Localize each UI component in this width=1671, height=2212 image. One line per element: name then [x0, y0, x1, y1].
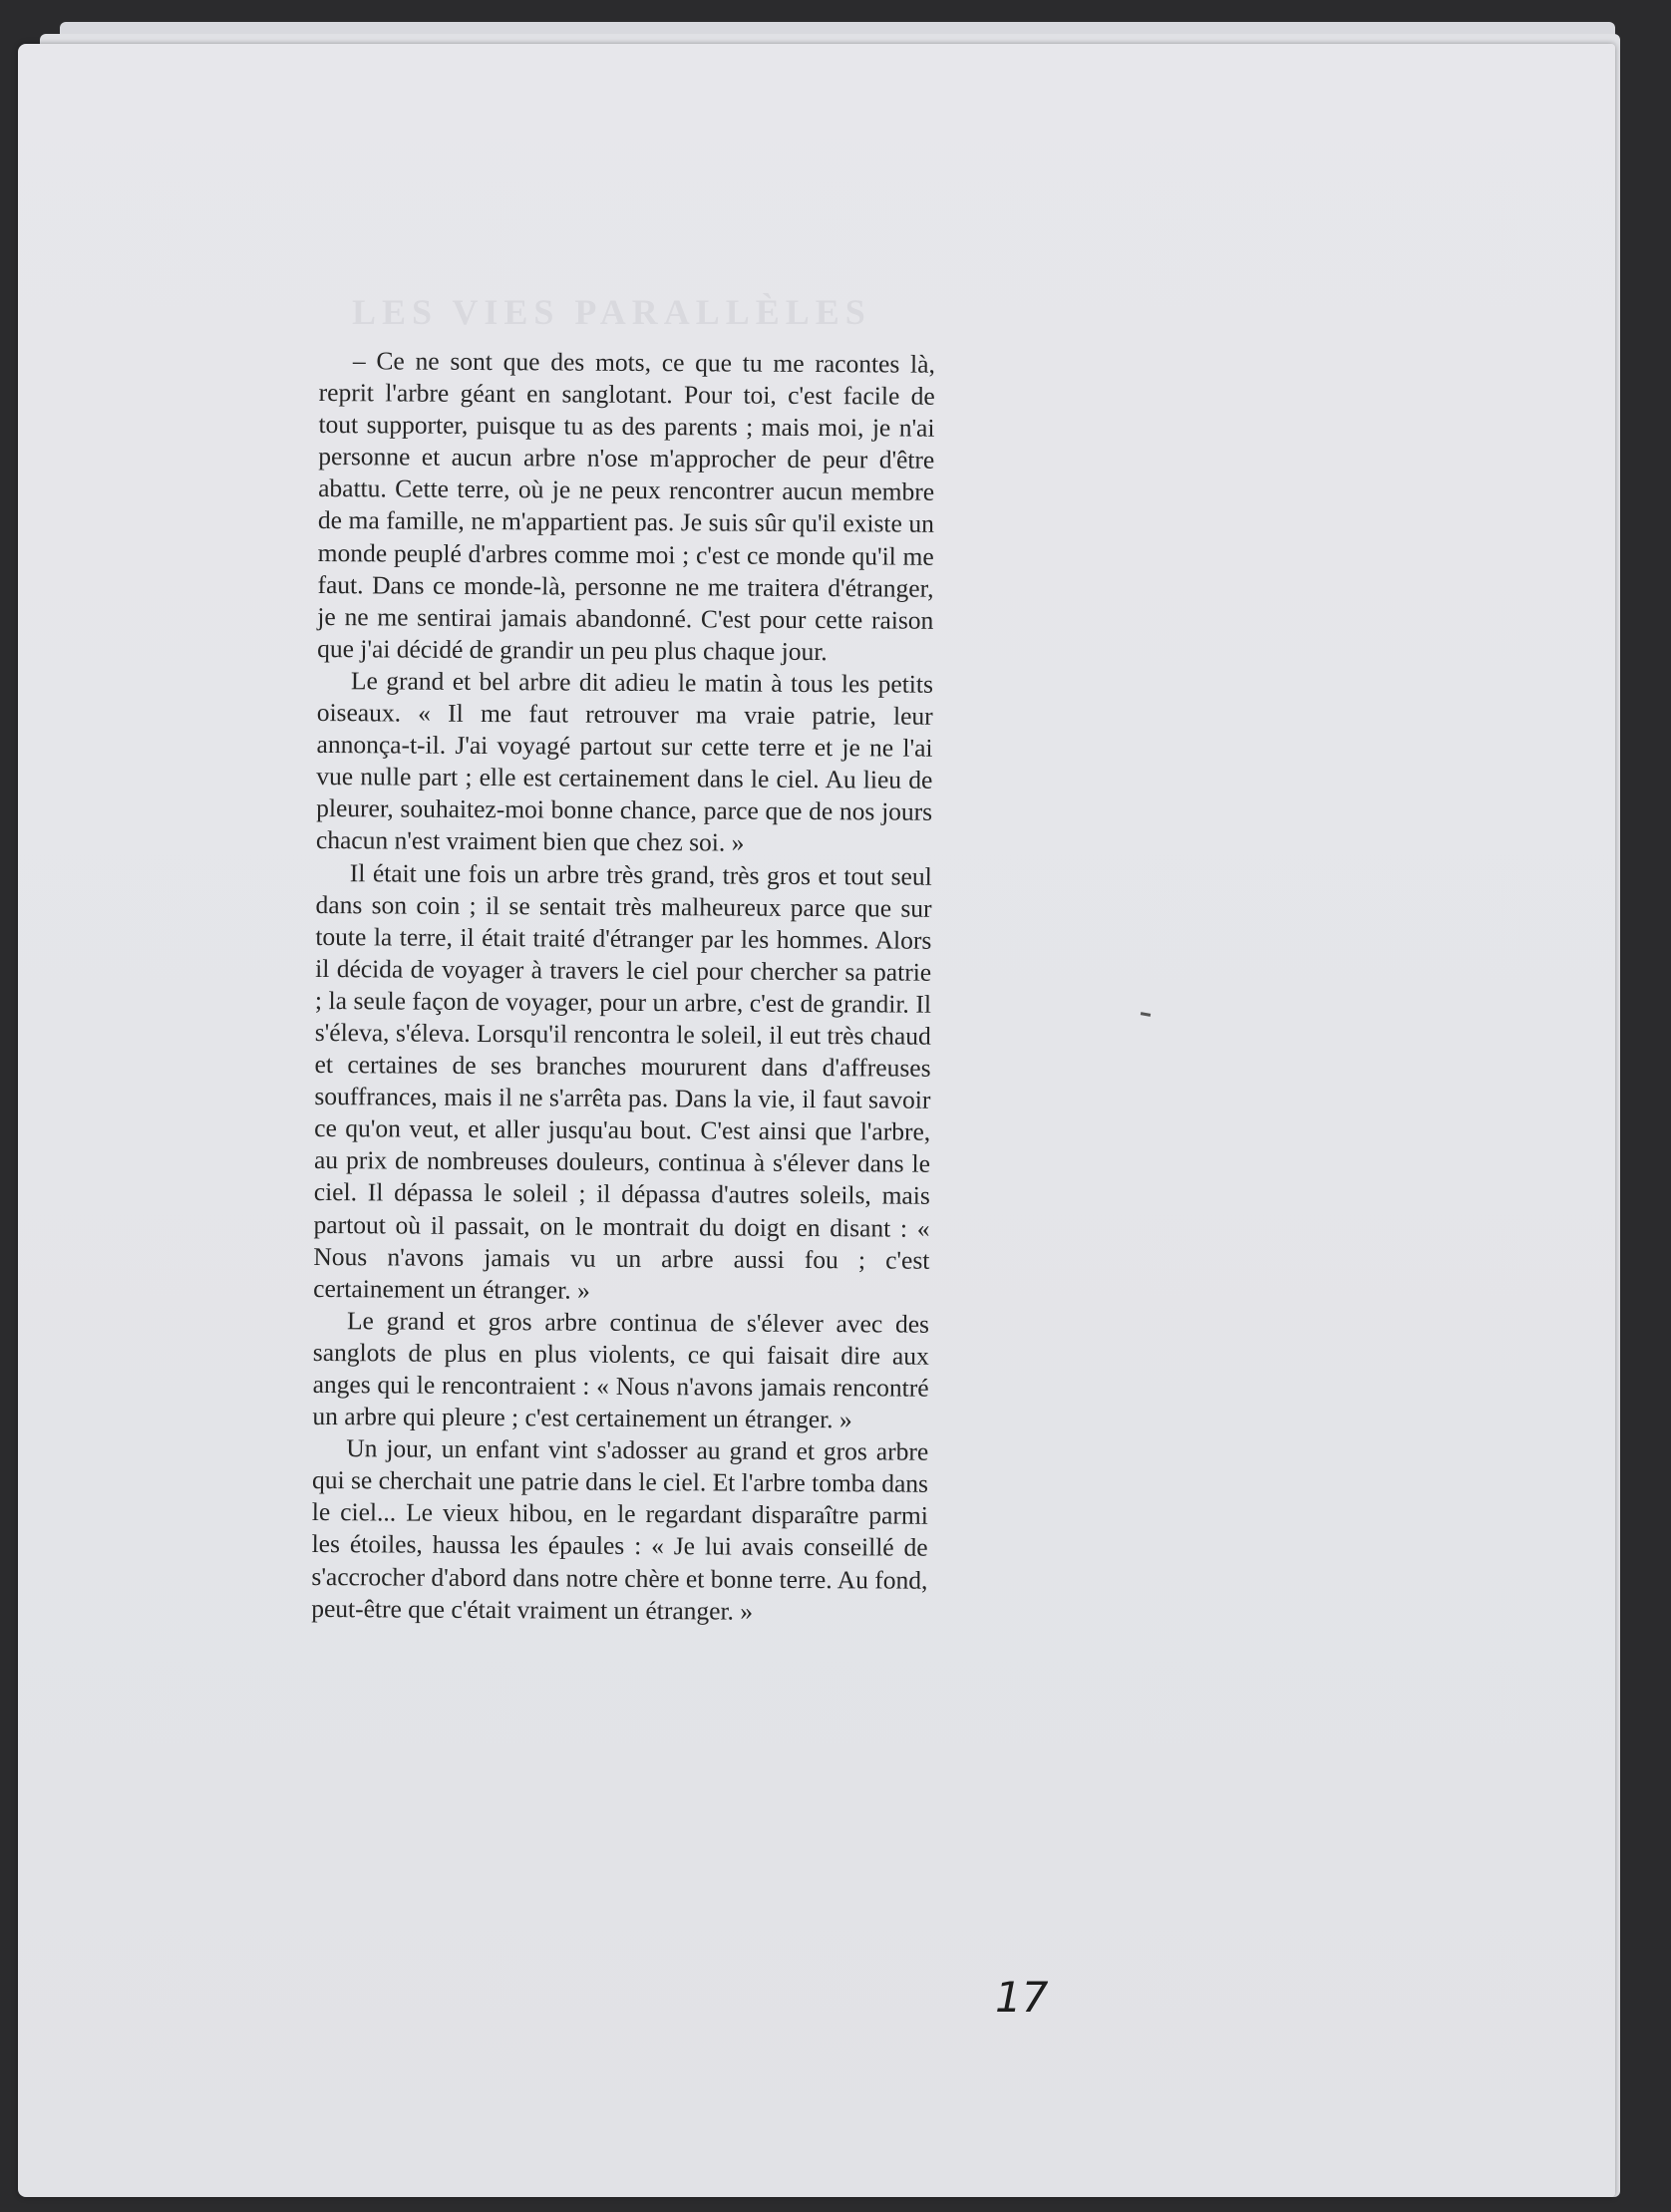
paragraph-3: Il était une fois un arbre très grand, très gros et tout seul dans son coin ; il se sentait très malheureux parce que sur toute la terre, il était traité d'étranger par les hommes. Alors il décida de voyager à travers le ciel pour chercher sa patrie ; la seule façon de voyager, pour un arbre, c'est de grandir. Il s'éleva, s'éleva. Lorsqu'il rencontra le soleil, il eut très chaud et certaines de ses branches moururent dans d'affreuses souffrances, mais il ne s'arrêta pas. Dans la vie, il faut savoir ce qu'on veut, et aller jusqu'au bout. C'est ainsi que l'arbre, au prix de nombreuses douleurs, continua à s'élever dans le ciel. Il dépassa le soleil ; il dépassa d'autres soleils, mais partout où il passait, on le montrait du doigt en disant : « Nous n'avons jamais vu un arbre aussi fou ; c'est certainement un étranger. » — [313, 857, 932, 1305]
paragraph-5: Un jour, un enfant vint s'adosser au grand et gros arbre qui se cherchait une patrie dans le ciel. Et l'arbre tomba dans le ciel... Le vieux hibou, en le regardant disparaître parmi les étoiles, haussa les épaules : « Je lui avais conseillé de s'accrocher d'abord dans notre chère et bonne terre. Au fond, peut-être que c'était vraiment un étranger. » — [311, 1433, 929, 1626]
stray-pen-mark — [1141, 1012, 1151, 1017]
paragraph-2: Le grand et bel arbre dit adieu le matin à tous les petits oiseaux. « Il me faut retrouver ma vraie patrie, leur annonça-t-il. J'ai voyagé partout sur cette terre et je ne l'ai vue nulle part ; elle est certainement dans le ciel. Au lieu de pleurer, souhaitez-moi bonne chance, parce que de nos jours chacun n'est vraiment bien que chez soi. » — [315, 666, 934, 858]
paragraph-4: Le grand et gros arbre continua de s'élever avec des sanglots de plus en plus violents, ce qui faisait dire aux anges qui le rencontraient : « Nous n'avons jamais rencontré un arbre qui pleure ; c'est certainement un étranger. » — [312, 1306, 930, 1434]
body-text — [311, 345, 935, 1629]
faded-show-through-heading: LES VIES PARALLÈLES — [352, 292, 871, 332]
handwritten-page-number: 17 — [995, 1973, 1049, 2022]
paragraph-1: – Ce ne sont que des mots, ce que tu me racontes là, reprit l'arbre géant en sanglotant. Pour toi, c'est facile de tout supporter, puisque tu as des parents ; mais moi, je n'ai personne et aucun arbre n'ose m'approcher de peur d'être abattu. Cette terre, où je ne peux rencontrer aucun membre de ma famille, ne m'appartient pas. Je suis sûr qu'il existe un monde peuplé d'arbres comme moi ; c'est ce monde qu'il me faut. Dans ce monde-là, personne ne me traitera d'étranger, je ne me sentirai jamais abandonné. C'est pour cette raison que j'ai décidé de grandir un peu plus chaque jour. — [317, 346, 935, 666]
document-page — [18, 44, 1615, 2197]
